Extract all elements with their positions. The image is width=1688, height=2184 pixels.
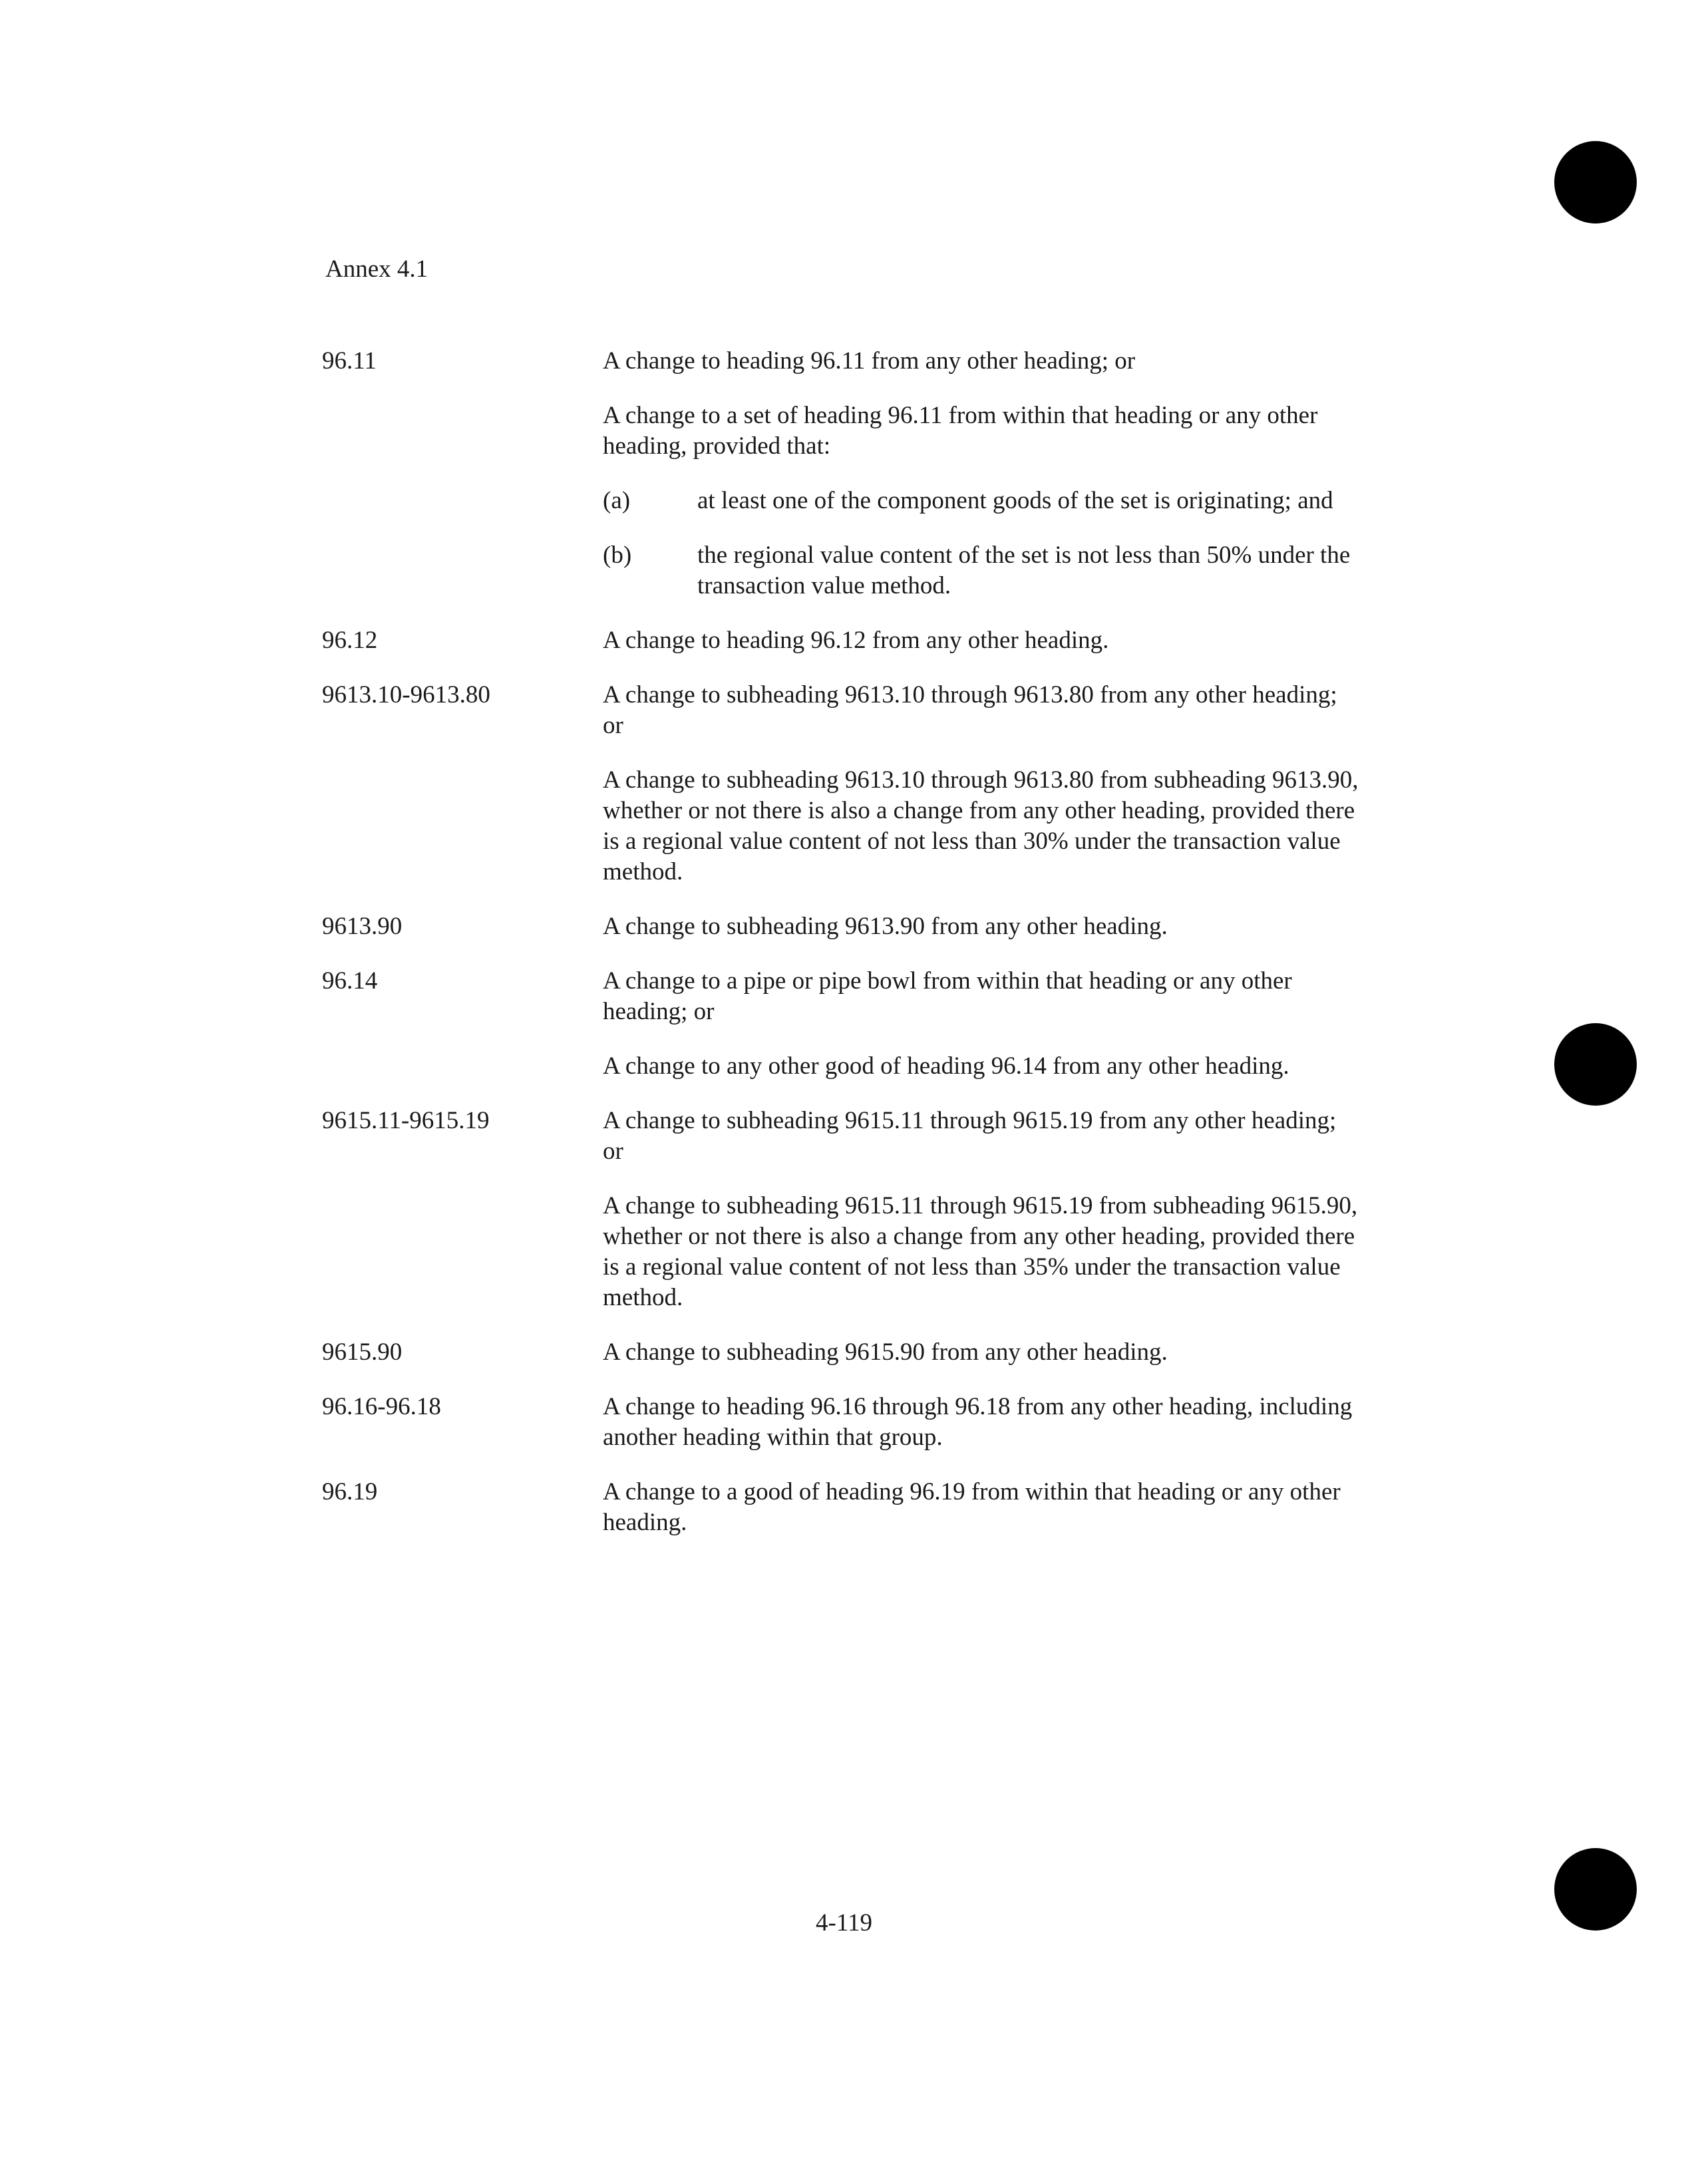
- rule-text: [603, 1337, 1360, 1368]
- rule-paragraph: A change to subheading 9615.90 from any other heading.: [603, 1338, 1168, 1366]
- rule-paragraph: A change to subheading 9615.11 through 9615.19 from any other heading; or: [603, 1107, 1337, 1165]
- rule-paragraph: A change to heading 96.12 from any other heading.: [603, 627, 1109, 654]
- tariff-code: 96.19: [322, 1478, 378, 1505]
- rule-text: [603, 1392, 1360, 1453]
- condition-list: [603, 486, 1360, 601]
- rule-paragraph: A change to a good of heading 96.19 from within that heading or any other heading.: [603, 1478, 1341, 1536]
- tariff-code: 9615.11-9615.19: [322, 1107, 490, 1134]
- condition-item: [603, 486, 1360, 516]
- rule-row: [322, 966, 1360, 1082]
- rule-row: [322, 911, 1360, 942]
- condition-label: (b): [603, 542, 632, 569]
- tariff-code: 96.14: [322, 967, 378, 995]
- rules-table: [322, 346, 1360, 1562]
- tariff-code: 96.11: [322, 347, 377, 375]
- rule-paragraph: A change to heading 96.11 from any other heading; or: [603, 347, 1136, 375]
- tariff-code: 9615.90: [322, 1338, 403, 1366]
- rule-text: [603, 680, 1360, 887]
- tariff-code: 9613.90: [322, 913, 403, 940]
- rule-paragraph: A change to subheading 9613.90 from any other heading.: [603, 913, 1168, 940]
- condition-label: (a): [603, 487, 631, 514]
- rule-row: [322, 680, 1360, 887]
- tariff-code: 96.16-96.18: [322, 1393, 441, 1420]
- rule-row: [322, 1392, 1360, 1453]
- annex-label: Annex 4.1: [325, 255, 428, 283]
- rule-text: [603, 346, 1360, 601]
- rule-paragraph: A change to subheading 9613.10 through 9613.80 from subheading 9613.90, whether or not there is also a change from any other heading, provided there is a regional value content of not less than 30% under the transaction value method.: [603, 766, 1359, 885]
- punch-hole: [1554, 1023, 1637, 1106]
- condition-text: the regional value content of the set is not less than 50% under the transaction value method.: [697, 542, 1351, 599]
- rule-paragraph: A change to heading 96.16 through 96.18 from any other heading, including another heading within that group.: [603, 1393, 1353, 1451]
- rule-paragraph: A change to subheading 9613.10 through 9613.80 from any other heading; or: [603, 681, 1337, 739]
- rule-row: [322, 1337, 1360, 1368]
- rule-paragraph: A change to a set of heading 96.11 from within that heading or any other heading, provided that:: [603, 402, 1318, 460]
- rule-text: [603, 911, 1360, 942]
- tariff-code: 9613.10-9613.80: [322, 681, 490, 708]
- page-number: 4-119: [816, 1909, 872, 1937]
- rule-row: [322, 346, 1360, 601]
- rule-text: [603, 1106, 1360, 1313]
- rule-text: [603, 1477, 1360, 1538]
- rule-paragraph: A change to any other good of heading 96.14 from any other heading.: [603, 1052, 1289, 1080]
- punch-hole: [1554, 141, 1637, 224]
- rule-text: [603, 625, 1360, 656]
- rule-row: [322, 625, 1360, 656]
- rule-row: [322, 1477, 1360, 1538]
- rule-paragraph: A change to subheading 9615.11 through 9615.19 from subheading 9615.90, whether or not there is also a change from any other heading, provided there is a regional value content of not less than 35% under the transaction value method.: [603, 1192, 1358, 1311]
- rule-paragraph: A change to a pipe or pipe bowl from within that heading or any other heading; or: [603, 967, 1292, 1025]
- condition-text: at least one of the component goods of the set is originating; and: [697, 487, 1333, 514]
- rule-text: [603, 966, 1360, 1082]
- tariff-code: 96.12: [322, 627, 378, 654]
- rule-row: [322, 1106, 1360, 1313]
- condition-item: [603, 540, 1360, 601]
